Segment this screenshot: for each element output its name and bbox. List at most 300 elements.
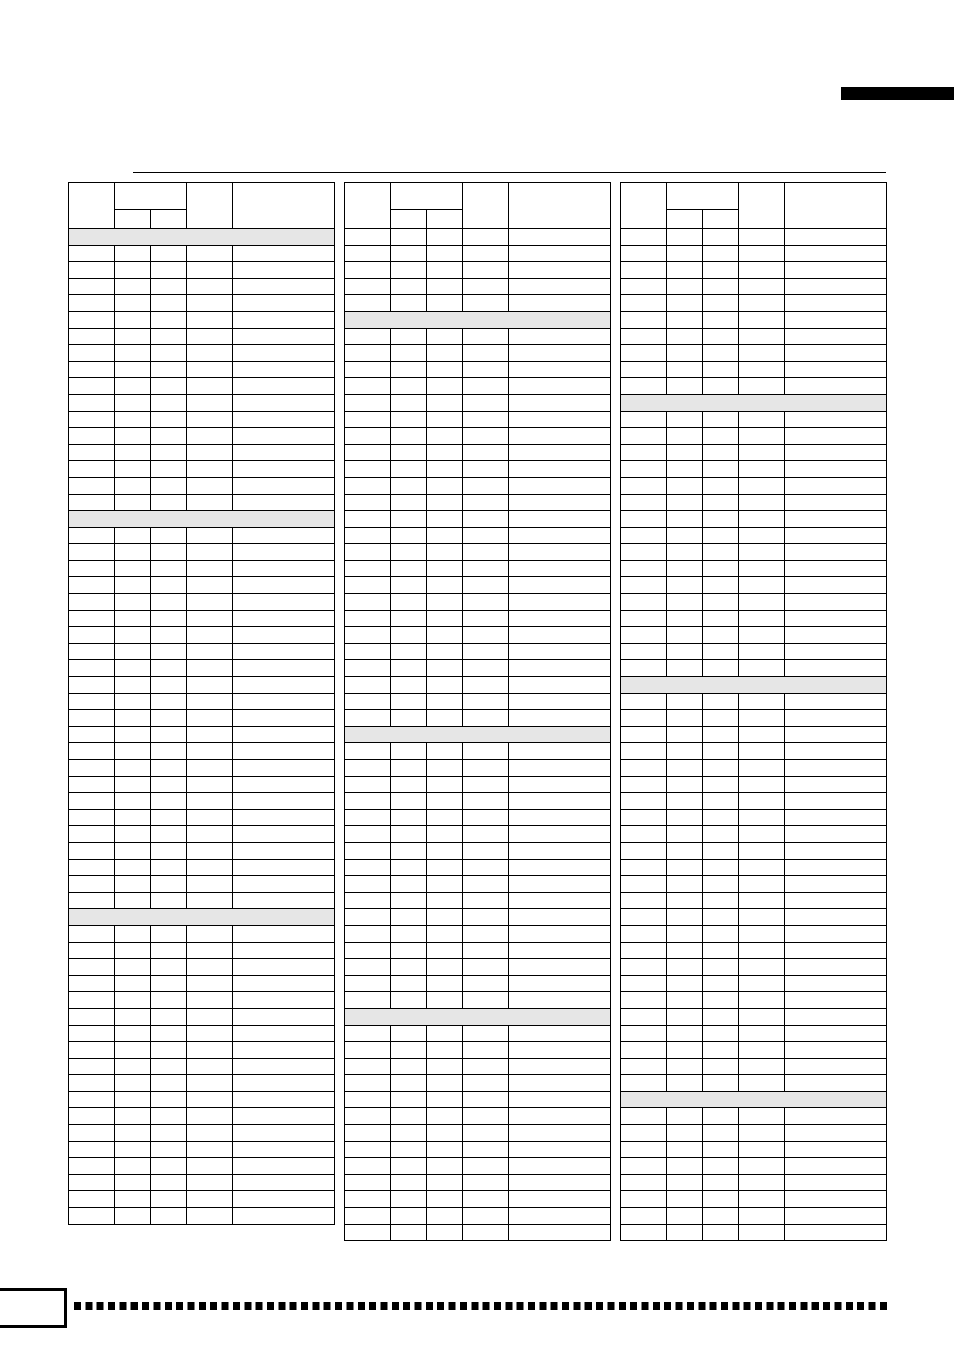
table-row: [69, 710, 335, 727]
table-cell: [151, 345, 187, 362]
table-cell: [69, 760, 115, 777]
table-cell: [509, 975, 611, 992]
table-cell: [427, 627, 463, 644]
table-row: [345, 992, 611, 1009]
table-row: [69, 942, 335, 959]
table-cell: [621, 1191, 667, 1208]
table-cell: [667, 477, 703, 494]
table-cell: [391, 992, 427, 1009]
table-cell: [187, 1174, 233, 1191]
table-row: [621, 627, 887, 644]
table-cell: [463, 826, 509, 843]
table-cell: [739, 660, 785, 677]
table-cell: [151, 1008, 187, 1025]
table-row: [621, 411, 887, 428]
table-cell: [463, 444, 509, 461]
table-cell: [427, 859, 463, 876]
table-cell: [785, 693, 887, 710]
section-header-row: [345, 1008, 611, 1025]
table-cell: [345, 1158, 391, 1175]
table-cell: [463, 660, 509, 677]
table-cell: [703, 295, 739, 312]
table-cell: [391, 892, 427, 909]
table-cell: [391, 610, 427, 627]
table-cell: [187, 1025, 233, 1042]
table-cell: [233, 278, 335, 295]
table-cell: [463, 859, 509, 876]
table-cell: [69, 942, 115, 959]
table-row: [345, 245, 611, 262]
table-cell: [187, 842, 233, 859]
table-cell: [151, 760, 187, 777]
table-row: [621, 345, 887, 362]
table-cell: [115, 560, 151, 577]
table-cell: [345, 477, 391, 494]
table-cell: [509, 428, 611, 445]
table-cell: [187, 1058, 233, 1075]
table-cell: [703, 262, 739, 279]
table-cell: [69, 776, 115, 793]
table-cell: [345, 295, 391, 312]
section-header-row: [69, 909, 335, 926]
table-row: [345, 262, 611, 279]
table-cell: [187, 1042, 233, 1059]
table-cell: [187, 245, 233, 262]
table-cell: [621, 1025, 667, 1042]
table-cell: [509, 594, 611, 611]
table-cell: [703, 511, 739, 528]
table-cell: [233, 1141, 335, 1158]
table-cell: [667, 311, 703, 328]
table-cell: [151, 859, 187, 876]
table-cell: [739, 942, 785, 959]
table-cell: [115, 461, 151, 478]
table-row: [345, 859, 611, 876]
table-cell: [667, 693, 703, 710]
table-cell: [391, 809, 427, 826]
table-cell: [621, 444, 667, 461]
table-cell: [345, 544, 391, 561]
table-cell: [69, 992, 115, 1009]
table-cell: [785, 444, 887, 461]
data-table: [620, 182, 887, 1241]
table-cell: [667, 627, 703, 644]
table-cell: [703, 345, 739, 362]
table-cell: [391, 959, 427, 976]
table-cell: [785, 859, 887, 876]
table-cell: [703, 660, 739, 677]
table-cell: [151, 477, 187, 494]
table-cell: [703, 992, 739, 1009]
table-cell: [785, 560, 887, 577]
table-cell: [151, 842, 187, 859]
table-cell: [703, 361, 739, 378]
table-row: [345, 809, 611, 826]
table-cell: [69, 428, 115, 445]
table-row: [345, 1108, 611, 1125]
table-cell: [785, 1042, 887, 1059]
table-row: [345, 511, 611, 528]
table-cell: [509, 411, 611, 428]
table-cell: [233, 776, 335, 793]
table-cell: [785, 842, 887, 859]
table-cell: [509, 826, 611, 843]
table-cell: [345, 1091, 391, 1108]
table-cell: [187, 892, 233, 909]
table-cell: [667, 444, 703, 461]
table-cell: [151, 793, 187, 810]
table-cell: [509, 1191, 611, 1208]
table-cell: [115, 643, 151, 660]
table-row: [621, 428, 887, 445]
table-cell: [69, 693, 115, 710]
table-cell: [667, 262, 703, 279]
table-cell: [115, 527, 151, 544]
table-cell: [391, 494, 427, 511]
table-cell: [463, 544, 509, 561]
table-cell: [463, 1191, 509, 1208]
table-cell: [233, 1158, 335, 1175]
table-cell: [621, 378, 667, 395]
table-cell: [509, 1174, 611, 1191]
table-cell: [667, 1224, 703, 1241]
data-table: [68, 182, 335, 1225]
table-cell: [69, 743, 115, 760]
table-cell: [345, 677, 391, 694]
table-cell: [785, 942, 887, 959]
table-cell: [509, 295, 611, 312]
table-cell: [739, 295, 785, 312]
table-cell: [621, 477, 667, 494]
table-cell: [69, 262, 115, 279]
table-cell: [391, 760, 427, 777]
table-cell: [621, 942, 667, 959]
table-cell: [739, 1025, 785, 1042]
table-cell: [509, 1108, 611, 1125]
table-row: [345, 428, 611, 445]
table-cell: [463, 1025, 509, 1042]
table-cell: [391, 842, 427, 859]
table-cell: [151, 444, 187, 461]
table-cell: [703, 477, 739, 494]
table-cell: [509, 328, 611, 345]
section-title: [345, 1008, 611, 1025]
table-cell: [621, 1075, 667, 1092]
table-row: [621, 1108, 887, 1125]
table-cell: [187, 992, 233, 1009]
table-cell: [703, 411, 739, 428]
table-cell: [233, 494, 335, 511]
table-cell: [187, 345, 233, 362]
table-row: [69, 776, 335, 793]
table-row: [69, 859, 335, 876]
table-cell: [187, 1008, 233, 1025]
table-cell: [739, 743, 785, 760]
table-cell: [785, 826, 887, 843]
table-cell: [509, 245, 611, 262]
table-cell: [233, 627, 335, 644]
table-cell: [427, 345, 463, 362]
table-cell: [187, 809, 233, 826]
table-cell: [345, 378, 391, 395]
table-cell: [427, 909, 463, 926]
table-cell: [233, 444, 335, 461]
table-cell: [667, 710, 703, 727]
table-cell: [427, 411, 463, 428]
table-cell: [739, 1108, 785, 1125]
table-row: [69, 577, 335, 594]
table-row: [621, 710, 887, 727]
table-row: [69, 411, 335, 428]
table-cell: [785, 743, 887, 760]
section-title: [621, 1091, 887, 1108]
table-cell: [463, 361, 509, 378]
table-cell: [427, 444, 463, 461]
table-cell: [739, 1042, 785, 1059]
table-cell: [739, 494, 785, 511]
table-cell: [739, 1141, 785, 1158]
table-row: [69, 726, 335, 743]
table-cell: [509, 627, 611, 644]
table-cell: [667, 560, 703, 577]
table-cell: [621, 627, 667, 644]
table-cell: [667, 1008, 703, 1025]
table-cell: [739, 693, 785, 710]
table-row: [69, 444, 335, 461]
table-row: [69, 1042, 335, 1059]
table-cell: [151, 494, 187, 511]
table-cell: [187, 1091, 233, 1108]
table-cell: [345, 1208, 391, 1225]
table-cell: [391, 710, 427, 727]
table-row: [621, 793, 887, 810]
table-row: [69, 693, 335, 710]
table-cell: [509, 577, 611, 594]
table-row: [69, 892, 335, 909]
table-cell: [739, 577, 785, 594]
table-cell: [667, 760, 703, 777]
table-cell: [621, 1108, 667, 1125]
table-cell: [391, 776, 427, 793]
table-cell: [785, 793, 887, 810]
table-cell: [739, 909, 785, 926]
table-cell: [703, 577, 739, 594]
table-cell: [233, 594, 335, 611]
table-cell: [233, 693, 335, 710]
table-cell: [391, 361, 427, 378]
table-row: [345, 710, 611, 727]
table-row: [345, 527, 611, 544]
table-cell: [427, 1058, 463, 1075]
table-cell: [785, 1058, 887, 1075]
table-cell: [785, 909, 887, 926]
table-cell: [187, 693, 233, 710]
table-cell: [115, 892, 151, 909]
table-cell: [233, 461, 335, 478]
header-cell: [345, 183, 391, 229]
table-cell: [785, 726, 887, 743]
table-cell: [667, 793, 703, 810]
header-cell: [69, 183, 115, 229]
table-cell: [739, 610, 785, 627]
table-row: [69, 1008, 335, 1025]
table-cell: [115, 544, 151, 561]
table-cell: [115, 361, 151, 378]
table-cell: [345, 428, 391, 445]
table-cell: [509, 1025, 611, 1042]
table-cell: [463, 328, 509, 345]
table-cell: [785, 262, 887, 279]
header-cell: [391, 183, 463, 210]
table-cell: [667, 544, 703, 561]
table-cell: [463, 461, 509, 478]
table-cell: [739, 643, 785, 660]
table-cell: [187, 411, 233, 428]
table-cell: [739, 245, 785, 262]
table-cell: [151, 710, 187, 727]
table-row: [69, 594, 335, 611]
table-cell: [233, 1191, 335, 1208]
table-cell: [233, 378, 335, 395]
table-cell: [703, 826, 739, 843]
table-cell: [151, 1108, 187, 1125]
table-cell: [703, 1008, 739, 1025]
table-cell: [427, 394, 463, 411]
table-cell: [785, 411, 887, 428]
section-title: [621, 677, 887, 694]
table-cell: [667, 992, 703, 1009]
table-row: [345, 544, 611, 561]
table-cell: [509, 710, 611, 727]
table-cell: [703, 643, 739, 660]
table-cell: [151, 876, 187, 893]
table-cell: [463, 560, 509, 577]
table-cell: [427, 610, 463, 627]
table-cell: [703, 909, 739, 926]
table-cell: [785, 809, 887, 826]
table-cell: [667, 826, 703, 843]
table-cell: [785, 992, 887, 1009]
table-cell: [463, 1091, 509, 1108]
table-cell: [151, 1158, 187, 1175]
table-cell: [69, 494, 115, 511]
table-cell: [667, 743, 703, 760]
table-cell: [115, 494, 151, 511]
table-cell: [739, 345, 785, 362]
table-cell: [785, 610, 887, 627]
table-cell: [391, 1108, 427, 1125]
table-cell: [427, 693, 463, 710]
table-cell: [69, 925, 115, 942]
table-cell: [463, 743, 509, 760]
table-cell: [509, 693, 611, 710]
table-cell: [345, 262, 391, 279]
table-row: [69, 959, 335, 976]
table-cell: [115, 809, 151, 826]
table-row: [621, 1141, 887, 1158]
table-row: [69, 1191, 335, 1208]
table-cell: [115, 278, 151, 295]
table-row: [345, 229, 611, 246]
table-cell: [151, 1125, 187, 1142]
table-cell: [233, 428, 335, 445]
table-cell: [509, 842, 611, 859]
table-cell: [427, 1091, 463, 1108]
table-cell: [151, 975, 187, 992]
table-cell: [233, 859, 335, 876]
table-row: [621, 1174, 887, 1191]
table-cell: [427, 1141, 463, 1158]
table-cell: [785, 627, 887, 644]
table-row: [69, 760, 335, 777]
table-cell: [427, 776, 463, 793]
table-cell: [785, 295, 887, 312]
table-cell: [345, 411, 391, 428]
table-cell: [391, 660, 427, 677]
table-cell: [739, 1075, 785, 1092]
table-row: [69, 1208, 335, 1225]
table-cell: [703, 311, 739, 328]
table-cell: [187, 444, 233, 461]
table-cell: [151, 361, 187, 378]
table-cell: [345, 1224, 391, 1241]
table-cell: [739, 477, 785, 494]
table-cell: [667, 278, 703, 295]
table-cell: [391, 345, 427, 362]
table-cell: [69, 842, 115, 859]
table-cell: [667, 942, 703, 959]
table-cell: [115, 1125, 151, 1142]
table-cell: [345, 876, 391, 893]
table-row: [621, 245, 887, 262]
table-cell: [739, 511, 785, 528]
table-cell: [667, 1042, 703, 1059]
table-row: [621, 726, 887, 743]
table-cell: [739, 428, 785, 445]
table-cell: [151, 527, 187, 544]
table-cell: [667, 726, 703, 743]
table-cell: [345, 975, 391, 992]
table-cell: [187, 295, 233, 312]
table-cell: [621, 892, 667, 909]
table-cell: [463, 378, 509, 395]
table-row: [345, 577, 611, 594]
table-row: [345, 1125, 611, 1142]
table-cell: [785, 328, 887, 345]
table-cell: [69, 793, 115, 810]
section-header-row: [621, 677, 887, 694]
table-cell: [703, 959, 739, 976]
table-row: [621, 743, 887, 760]
table-cell: [345, 494, 391, 511]
table-cell: [785, 1108, 887, 1125]
table-cell: [391, 1141, 427, 1158]
table-cell: [509, 477, 611, 494]
table-cell: [739, 262, 785, 279]
table-cell: [69, 660, 115, 677]
table-cell: [115, 610, 151, 627]
table-cell: [785, 925, 887, 942]
table-row: [69, 1108, 335, 1125]
table-cell: [667, 1075, 703, 1092]
table-cell: [391, 1191, 427, 1208]
table-row: [621, 992, 887, 1009]
header-cell: [187, 183, 233, 229]
table-row: [621, 892, 887, 909]
table-cell: [463, 295, 509, 312]
table-row: [621, 959, 887, 976]
table-cell: [739, 544, 785, 561]
